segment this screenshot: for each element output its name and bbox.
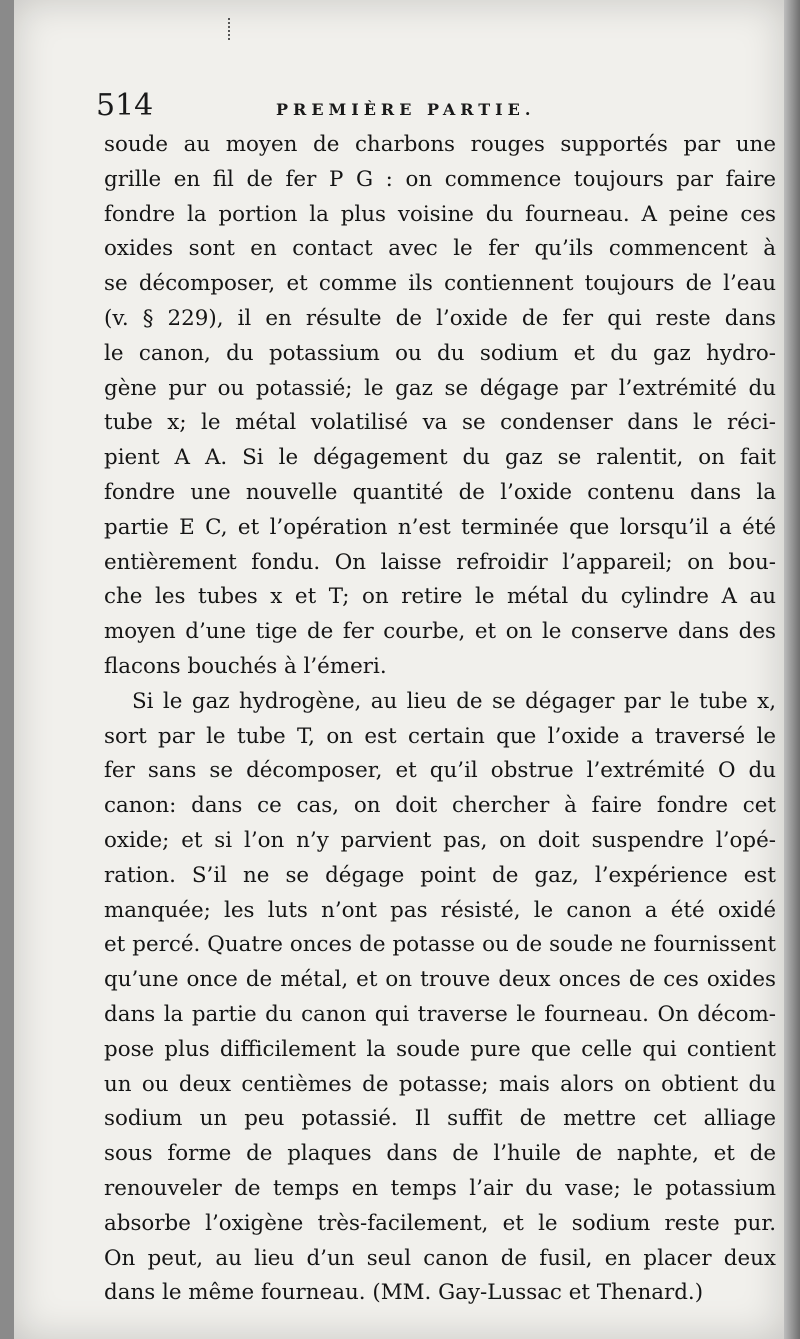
text-line: partie E C, et l’opération n’est terminée que lorsqu’il a été <box>104 514 776 540</box>
text-line: fer sans se décomposer, et qu’il obstrue l’extrémité O du <box>104 758 776 784</box>
body-text <box>104 128 776 1311</box>
text-line: renouveler de temps en temps l’air du vase; le potassium <box>104 1175 776 1201</box>
text-line: absorbe l’oxigène très-facilement, et le sodium reste pur. <box>104 1210 776 1236</box>
text-line: oxide; et si l’on n’y parvient pas, on doit suspendre l’opé- <box>104 827 776 853</box>
text-line: fondre une nouvelle quantité de l’oxide contenu dans la <box>104 479 776 505</box>
text-line: entièrement fondu. On laisse refroidir l’appareil; on bou- <box>104 549 776 575</box>
text-line: sodium un peu potassié. Il suffit de mettre cet alliage <box>104 1106 776 1132</box>
text-line: On peut, au lieu d’un seul canon de fusil, en placer deux <box>104 1245 776 1271</box>
text-line: oxides sont en contact avec le fer qu’ils commencent à <box>104 236 776 262</box>
paragraph-1 <box>104 128 776 685</box>
printer-mark <box>228 18 238 40</box>
text-line: le canon, du potassium ou du sodium et du gaz hydro- <box>104 340 776 366</box>
text-line: (v. § 229), il en résulte de l’oxide de fer qui reste dans <box>104 305 776 331</box>
text-line: ration. S’il ne se dégage point de gaz, l’expérience est <box>104 862 776 888</box>
text-line: flacons bouchés à l’émeri. <box>104 653 387 679</box>
text-line: grille en fil de fer P G : on commence toujours par faire <box>104 166 776 192</box>
text-line: pient A A. Si le dégagement du gaz se ralentit, on fait <box>104 445 776 471</box>
section-title: PREMIÈRE PARTIE. <box>276 100 536 119</box>
running-head <box>96 88 736 128</box>
book-page <box>14 0 784 1339</box>
text-line: fondre la portion la plus voisine du fourneau. A peine ces <box>104 201 776 227</box>
text-line: gène pur ou potassié; le gaz se dégage par l’extrémité du <box>104 375 776 401</box>
text-line: soude au moyen de charbons rouges supportés par une <box>104 132 776 157</box>
text-line: sous forme de plaques dans de l’huile de naphte, et de <box>104 1141 776 1167</box>
text-line: sort par le tube T, on est certain que l’oxide a traversé le <box>104 723 776 749</box>
paragraph-2 <box>104 685 776 1311</box>
text-line: canon: dans ce cas, on doit chercher à faire fondre cet <box>104 793 776 819</box>
text-line: se décomposer, et comme ils contiennent toujours de l’eau <box>104 271 776 297</box>
page-number: 514 <box>96 88 154 123</box>
text-line: dans la partie du canon qui traverse le fourneau. On décom- <box>104 1001 776 1027</box>
text-line: moyen d’une tige de fer courbe, et on le conserve dans des <box>104 619 776 645</box>
text-line: un ou deux centièmes de potasse; mais alors on obtient du <box>104 1071 776 1097</box>
text-line: qu’une once de métal, et on trouve deux onces de ces oxides <box>104 967 776 993</box>
text-line: manquée; les luts n’ont pas résisté, le canon a été oxidé <box>104 897 776 923</box>
text-line: pose plus difficilement la soude pure que celle qui contient <box>104 1036 776 1062</box>
text-line: Si le gaz hydrogène, au lieu de se dégager par le tube x, <box>132 688 776 714</box>
page-edge-shadow <box>784 0 800 1339</box>
text-line: che les tubes x et T; on retire le métal du cylindre A au <box>104 584 776 610</box>
text-line: tube x; le métal volatilisé va se condenser dans le réci- <box>104 410 776 436</box>
text-line: et percé. Quatre onces de potasse ou de soude ne fournissent <box>104 932 776 958</box>
text-line: dans le même fourneau. (MM. Gay-Lussac et Thenard.) <box>104 1280 704 1306</box>
